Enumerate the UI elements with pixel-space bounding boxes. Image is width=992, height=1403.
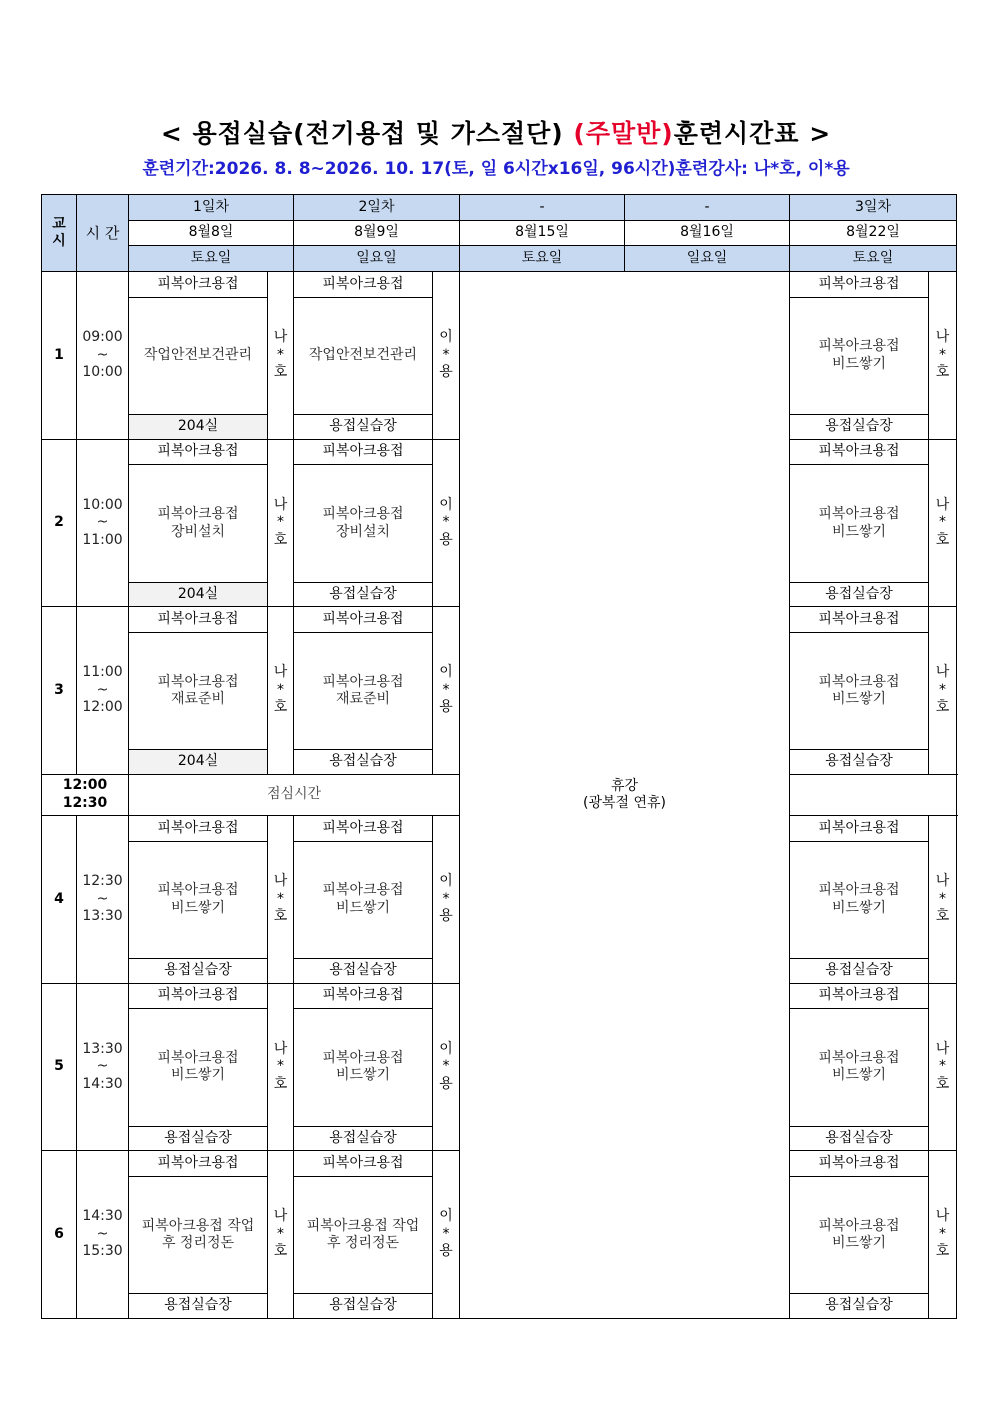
subject-cell: 피복아크용접 bbox=[129, 983, 268, 1009]
room-cell: 용접실습장 bbox=[129, 1126, 268, 1151]
content-cell: 피복아크용접 작업 후 정리정돈 bbox=[294, 1176, 433, 1293]
lunch-time: 12:00 12:30 bbox=[42, 774, 129, 815]
content-cell: 피복아크용접 장비설치 bbox=[129, 465, 268, 582]
header-row-date bbox=[42, 220, 957, 246]
instructor-cell: 나 * 호 bbox=[268, 1151, 294, 1319]
content-cell: 피복아크용접 비드쌓기 bbox=[790, 297, 929, 414]
lunch-empty-holiday bbox=[790, 774, 957, 815]
instructor-cell: 이 * 용 bbox=[433, 1151, 460, 1319]
content-cell: 피복아크용접 비드쌓기 bbox=[790, 465, 929, 582]
subject-cell: 피복아크용접 bbox=[129, 1151, 268, 1177]
subject-cell: 피복아크용접 bbox=[294, 607, 433, 633]
instructor-cell: 이 * 용 bbox=[433, 272, 460, 440]
room-cell: 용접실습장 bbox=[790, 1126, 929, 1151]
holiday-cell: 휴강 (광복절 연휴) bbox=[460, 272, 790, 1319]
room-cell: 204실 bbox=[129, 582, 268, 607]
period-time: 09:00 ~ 10:00 bbox=[77, 272, 129, 440]
content-cell: 피복아크용접 비드쌓기 bbox=[294, 1009, 433, 1126]
room-cell: 용접실습장 bbox=[790, 1294, 929, 1319]
header-gyosi: 교 시 bbox=[42, 195, 77, 272]
room-cell: 용접실습장 bbox=[790, 415, 929, 440]
content-cell: 작업안전보건관리 bbox=[294, 297, 433, 414]
subject-cell: 피복아크용접 bbox=[129, 607, 268, 633]
period-number: 4 bbox=[42, 816, 77, 984]
timetable-body bbox=[42, 195, 957, 1319]
period-number: 5 bbox=[42, 983, 77, 1151]
content-cell: 피복아크용접 비드쌓기 bbox=[294, 841, 433, 958]
subject-cell: 피복아크용접 bbox=[790, 983, 929, 1009]
period-number: 3 bbox=[42, 607, 77, 775]
header-row-weekday bbox=[42, 246, 957, 272]
timetable bbox=[41, 194, 957, 1319]
content-cell: 피복아크용접 장비설치 bbox=[294, 465, 433, 582]
subject-cell: 피복아크용접 bbox=[294, 1151, 433, 1177]
header-date-3: 8월15일 bbox=[460, 220, 625, 246]
instructor-cell: 나 * 호 bbox=[929, 607, 957, 775]
room-cell: 용접실습장 bbox=[294, 750, 433, 775]
instructor-cell: 이 * 용 bbox=[433, 439, 460, 607]
content-cell: 피복아크용접 비드쌓기 bbox=[129, 841, 268, 958]
header-weekday-1: 토요일 bbox=[129, 246, 294, 272]
room-cell: 204실 bbox=[129, 750, 268, 775]
instructor-cell: 나 * 호 bbox=[929, 983, 957, 1151]
room-cell: 용접실습장 bbox=[294, 1126, 433, 1151]
header-row-day bbox=[42, 195, 957, 221]
lunch-label: 점심시간 bbox=[129, 774, 460, 815]
instructor-cell: 나 * 호 bbox=[929, 1151, 957, 1319]
room-cell: 용접실습장 bbox=[294, 582, 433, 607]
content-cell: 피복아크용접 비드쌓기 bbox=[790, 841, 929, 958]
instructor-cell: 이 * 용 bbox=[433, 983, 460, 1151]
header-day-3: - bbox=[460, 195, 625, 221]
instructor-cell: 나 * 호 bbox=[268, 816, 294, 984]
room-cell: 용접실습장 bbox=[129, 1294, 268, 1319]
subject-cell: 피복아크용접 bbox=[294, 439, 433, 465]
subject-cell: 피복아크용접 bbox=[790, 272, 929, 298]
header-weekday-2: 일요일 bbox=[294, 246, 460, 272]
instructor-cell: 나 * 호 bbox=[268, 983, 294, 1151]
subject-cell: 피복아크용접 bbox=[790, 439, 929, 465]
period-time: 14:30 ~ 15:30 bbox=[77, 1151, 129, 1319]
room-cell: 용접실습장 bbox=[129, 958, 268, 983]
instructor-cell: 나 * 호 bbox=[268, 272, 294, 440]
content-cell: 피복아크용접 비드쌓기 bbox=[129, 1009, 268, 1126]
instructor-cell: 나 * 호 bbox=[929, 272, 957, 440]
instructor-cell: 이 * 용 bbox=[433, 816, 460, 984]
header-time: 시 간 bbox=[77, 195, 129, 272]
header-weekday-5: 토요일 bbox=[790, 246, 957, 272]
header-date-5: 8월22일 bbox=[790, 220, 957, 246]
content-cell: 피복아크용접 재료준비 bbox=[129, 633, 268, 750]
header-day-5: 3일차 bbox=[790, 195, 957, 221]
content-cell: 피복아크용접 비드쌓기 bbox=[790, 633, 929, 750]
period-number: 2 bbox=[42, 439, 77, 607]
instructor-cell: 나 * 호 bbox=[929, 816, 957, 984]
title-part1: < 용접실습(전기용접 및 가스절단) bbox=[160, 119, 574, 148]
period-time: 11:00 ~ 12:00 bbox=[77, 607, 129, 775]
header-weekday-4: 일요일 bbox=[625, 246, 790, 272]
instructor-cell: 나 * 호 bbox=[268, 439, 294, 607]
content-cell: 피복아크용접 비드쌓기 bbox=[790, 1176, 929, 1293]
instructor-cell: 이 * 용 bbox=[433, 607, 460, 775]
room-cell: 용접실습장 bbox=[790, 958, 929, 983]
title-part2: 훈련시간표 > bbox=[673, 119, 832, 148]
period-time: 13:30 ~ 14:30 bbox=[77, 983, 129, 1151]
room-cell: 용접실습장 bbox=[294, 1294, 433, 1319]
content-cell: 피복아크용접 작업 후 정리정돈 bbox=[129, 1176, 268, 1293]
header-day-4: - bbox=[625, 195, 790, 221]
period-1-subject-row bbox=[42, 272, 957, 298]
subject-cell: 피복아크용접 bbox=[294, 272, 433, 298]
content-cell: 피복아크용접 재료준비 bbox=[294, 633, 433, 750]
instructor-cell: 나 * 호 bbox=[929, 439, 957, 607]
subject-cell: 피복아크용접 bbox=[790, 816, 929, 842]
period-time: 10:00 ~ 11:00 bbox=[77, 439, 129, 607]
title-highlight: (주말반) bbox=[573, 119, 674, 148]
subject-cell: 피복아크용접 bbox=[129, 816, 268, 842]
subject-cell: 피복아크용접 bbox=[129, 272, 268, 298]
room-cell: 용접실습장 bbox=[294, 415, 433, 440]
room-cell: 204실 bbox=[129, 415, 268, 440]
header-date-1: 8월8일 bbox=[129, 220, 294, 246]
room-cell: 용접실습장 bbox=[790, 750, 929, 775]
header-date-2: 8월9일 bbox=[294, 220, 460, 246]
subject-cell: 피복아크용접 bbox=[129, 439, 268, 465]
room-cell: 용접실습장 bbox=[790, 582, 929, 607]
subject-cell: 피복아크용접 bbox=[294, 983, 433, 1009]
header-day-2: 2일차 bbox=[294, 195, 460, 221]
header-day-1: 1일차 bbox=[129, 195, 294, 221]
content-cell: 작업안전보건관리 bbox=[129, 297, 268, 414]
room-cell: 용접실습장 bbox=[294, 958, 433, 983]
header-date-4: 8월16일 bbox=[625, 220, 790, 246]
period-number: 6 bbox=[42, 1151, 77, 1319]
subject-cell: 피복아크용접 bbox=[294, 816, 433, 842]
period-number: 1 bbox=[42, 272, 77, 440]
period-time: 12:30 ~ 13:30 bbox=[77, 816, 129, 984]
page-title bbox=[0, 114, 992, 150]
training-period-subtitle: 훈련기간:2026. 8. 8~2026. 10. 17(토, 일 6시간x16일, 96시간)훈련강사: 나*호, 이*용 bbox=[142, 159, 850, 179]
header-weekday-3: 토요일 bbox=[460, 246, 625, 272]
subject-cell: 피복아크용접 bbox=[790, 607, 929, 633]
instructor-cell: 나 * 호 bbox=[268, 607, 294, 775]
subject-cell: 피복아크용접 bbox=[790, 1151, 929, 1177]
content-cell: 피복아크용접 비드쌓기 bbox=[790, 1009, 929, 1126]
